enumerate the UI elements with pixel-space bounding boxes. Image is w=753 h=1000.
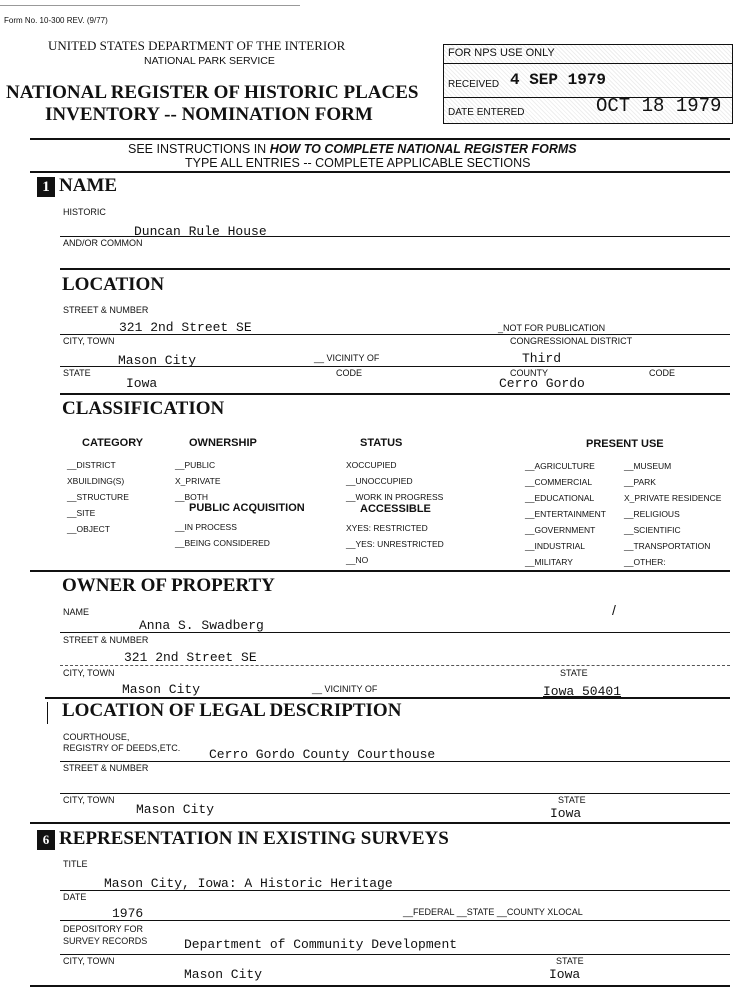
- present-use-header: PRESENT USE: [586, 438, 664, 450]
- form-title-line2: INVENTORY -- NOMINATION FORM: [45, 104, 373, 125]
- acquisition-item: __IN PROCESS: [175, 522, 237, 532]
- legal-city-label: CITY, TOWN: [63, 795, 115, 805]
- category-item: __DISTRICT: [67, 460, 116, 470]
- city-value: Mason City: [118, 353, 197, 368]
- status-list: [346, 457, 443, 505]
- owner-state-value: Iowa 50401: [543, 684, 622, 699]
- survey-state-value: Iowa: [549, 967, 581, 982]
- congressional-value: Third: [522, 351, 562, 366]
- courthouse-label-2: REGISTRY OF DEEDS,ETC.: [63, 743, 181, 753]
- owner-vicinity-label: __ VICINITY OF: [312, 684, 378, 694]
- present-use-item: __EDUCATIONAL: [525, 493, 595, 503]
- legal-state-value: Iowa: [550, 806, 582, 821]
- county-value: Cerro Gordo: [499, 376, 585, 391]
- survey-title-value: Mason City, Iowa: A Historic Heritage: [104, 876, 393, 891]
- legal-city-value: Mason City: [136, 802, 215, 817]
- ownership-item: __BOTH: [175, 492, 209, 502]
- service-name: NATIONAL PARK SERVICE: [144, 55, 275, 67]
- historic-name-value: Duncan Rule House: [134, 224, 267, 239]
- accessible-item: __YES: UNRESTRICTED: [346, 539, 444, 549]
- vicinity-label: __ VICINITY OF: [314, 353, 380, 363]
- survey-city-label: CITY, TOWN: [63, 956, 115, 966]
- state-label: STATE: [63, 368, 91, 378]
- accessible-item: XYES: RESTRICTED: [346, 523, 428, 533]
- survey-date-label: DATE: [63, 892, 87, 902]
- present-use-item: __MUSEUM: [624, 461, 672, 471]
- present-use-item: __GOVERNMENT: [525, 525, 596, 535]
- code-label: CODE: [336, 368, 363, 378]
- present-use-item: __COMMERCIAL: [525, 477, 593, 487]
- department-name: UNITED STATES DEPARTMENT OF THE INTERIOR: [48, 38, 346, 53]
- status-item: __UNOCCUPIED: [346, 476, 413, 486]
- county-code-label: CODE: [649, 368, 676, 378]
- status-item: XOCCUPIED: [346, 460, 397, 470]
- owner-state-label: STATE: [560, 668, 588, 678]
- city-label: CITY, TOWN: [63, 336, 115, 346]
- ownership-list: [175, 457, 221, 505]
- category-item: __STRUCTURE: [67, 492, 129, 502]
- street-label: STREET & NUMBER: [63, 305, 149, 315]
- owner-street-value: 321 2nd Street SE: [124, 650, 257, 665]
- category-header: CATEGORY: [82, 437, 144, 449]
- date-entered-label: DATE ENTERED: [448, 107, 525, 118]
- ownership-item: X_PRIVATE: [175, 476, 221, 486]
- ownership-item: __PUBLIC: [175, 460, 216, 470]
- section-number: 6: [37, 830, 55, 850]
- survey-date-value: 1976: [112, 906, 144, 921]
- survey-city-value: Mason City: [184, 967, 263, 982]
- section-owner-heading: OWNER OF PROPERTY: [62, 575, 275, 596]
- section-legal-heading: LOCATION OF LEGAL DESCRIPTION: [62, 700, 402, 721]
- form-title-line1: NATIONAL REGISTER OF HISTORIC PLACES: [6, 82, 419, 103]
- date-entered-stamp: OCT 18 1979: [596, 95, 722, 117]
- instructions-line1: SEE INSTRUCTIONS IN HOW TO COMPLETE NATIONAL REGISTER FORMS: [128, 142, 577, 156]
- present-use-item: __ENTERTAINMENT: [525, 509, 606, 519]
- present-use-item: __SCIENTIFIC: [624, 525, 681, 535]
- section-name-heading: 1 NAME: [37, 175, 117, 197]
- present-use-item: X_PRIVATE RESIDENCE: [624, 493, 722, 503]
- handwritten-mark: /: [612, 602, 616, 618]
- common-label: AND/OR COMMON: [63, 238, 143, 248]
- state-value: Iowa: [126, 376, 158, 391]
- status-item: __WORK IN PROGRESS: [346, 492, 444, 502]
- survey-title-label: TITLE: [63, 859, 88, 869]
- owner-name-value: Anna S. Swadberg: [139, 618, 264, 633]
- present-use-item: __TRANSPORTATION: [624, 541, 711, 551]
- legal-street-label: STREET & NUMBER: [63, 763, 149, 773]
- category-item: __SITE: [67, 508, 96, 518]
- present-use-item: __MILITARY: [525, 557, 573, 567]
- instructions-line2: TYPE ALL ENTRIES -- COMPLETE APPLICABLE SECTIONS: [185, 156, 531, 170]
- category-list: [67, 457, 129, 537]
- courthouse-label-1: COURTHOUSE,: [63, 732, 130, 742]
- depository-value: Department of Community Development: [184, 937, 458, 952]
- not-for-publication: _NOT FOR PUBLICATION: [498, 323, 606, 333]
- street-value: 321 2nd Street SE: [119, 320, 252, 335]
- present-use-list-b: [624, 458, 721, 570]
- nps-box-label: FOR NPS USE ONLY: [448, 47, 555, 59]
- present-use-item: __INDUSTRIAL: [525, 541, 585, 551]
- acquisition-item: __BEING CONSIDERED: [175, 538, 270, 548]
- present-use-item: __AGRICULTURE: [525, 461, 595, 471]
- accessible-header: ACCESSIBLE: [360, 503, 431, 515]
- congressional-label: CONGRESSIONAL DISTRICT: [510, 336, 633, 346]
- owner-city-value: Mason City: [122, 682, 201, 697]
- acquisition-list: [175, 519, 270, 551]
- owner-name-label: NAME: [63, 607, 90, 617]
- ownership-header: OWNERSHIP: [189, 437, 257, 449]
- section-surveys-heading: 6 REPRESENTATION IN EXISTING SURVEYS: [37, 828, 449, 850]
- category-item: XBUILDING(S): [67, 476, 125, 486]
- category-item: __OBJECT: [67, 524, 110, 534]
- acquisition-header: PUBLIC ACQUISITION: [189, 502, 305, 514]
- received-label: RECEIVED: [448, 79, 500, 90]
- present-use-list-a: [525, 458, 606, 570]
- section-classification-heading: CLASSIFICATION: [62, 398, 225, 419]
- accessible-item: __NO: [346, 555, 369, 565]
- county-label: COUNTY: [510, 368, 548, 378]
- courthouse-value: Cerro Gordo County Courthouse: [209, 747, 436, 762]
- survey-levels: __FEDERAL __STATE __COUNTY XLOCAL: [403, 907, 583, 917]
- historic-label: HISTORIC: [63, 207, 106, 217]
- depository-label-2: SURVEY RECORDS: [63, 936, 148, 946]
- depository-label-1: DEPOSITORY FOR: [63, 924, 144, 934]
- section-location-heading: LOCATION: [62, 274, 165, 295]
- survey-state-label: STATE: [556, 956, 584, 966]
- section-number: 1: [37, 177, 55, 197]
- owner-street-label: STREET & NUMBER: [63, 635, 149, 645]
- form-number: Form No. 10-300 REV. (9/77): [4, 16, 108, 25]
- nps-use-box: [443, 44, 733, 124]
- owner-city-label: CITY, TOWN: [63, 668, 115, 678]
- present-use-item: __OTHER:: [624, 557, 666, 567]
- legal-state-label: STATE: [558, 795, 586, 805]
- present-use-item: __PARK: [624, 477, 656, 487]
- accessible-list: [346, 520, 444, 568]
- status-header: STATUS: [360, 437, 403, 449]
- present-use-item: __RELIGIOUS: [624, 509, 680, 519]
- received-stamp: 4 SEP 1979: [510, 71, 607, 89]
